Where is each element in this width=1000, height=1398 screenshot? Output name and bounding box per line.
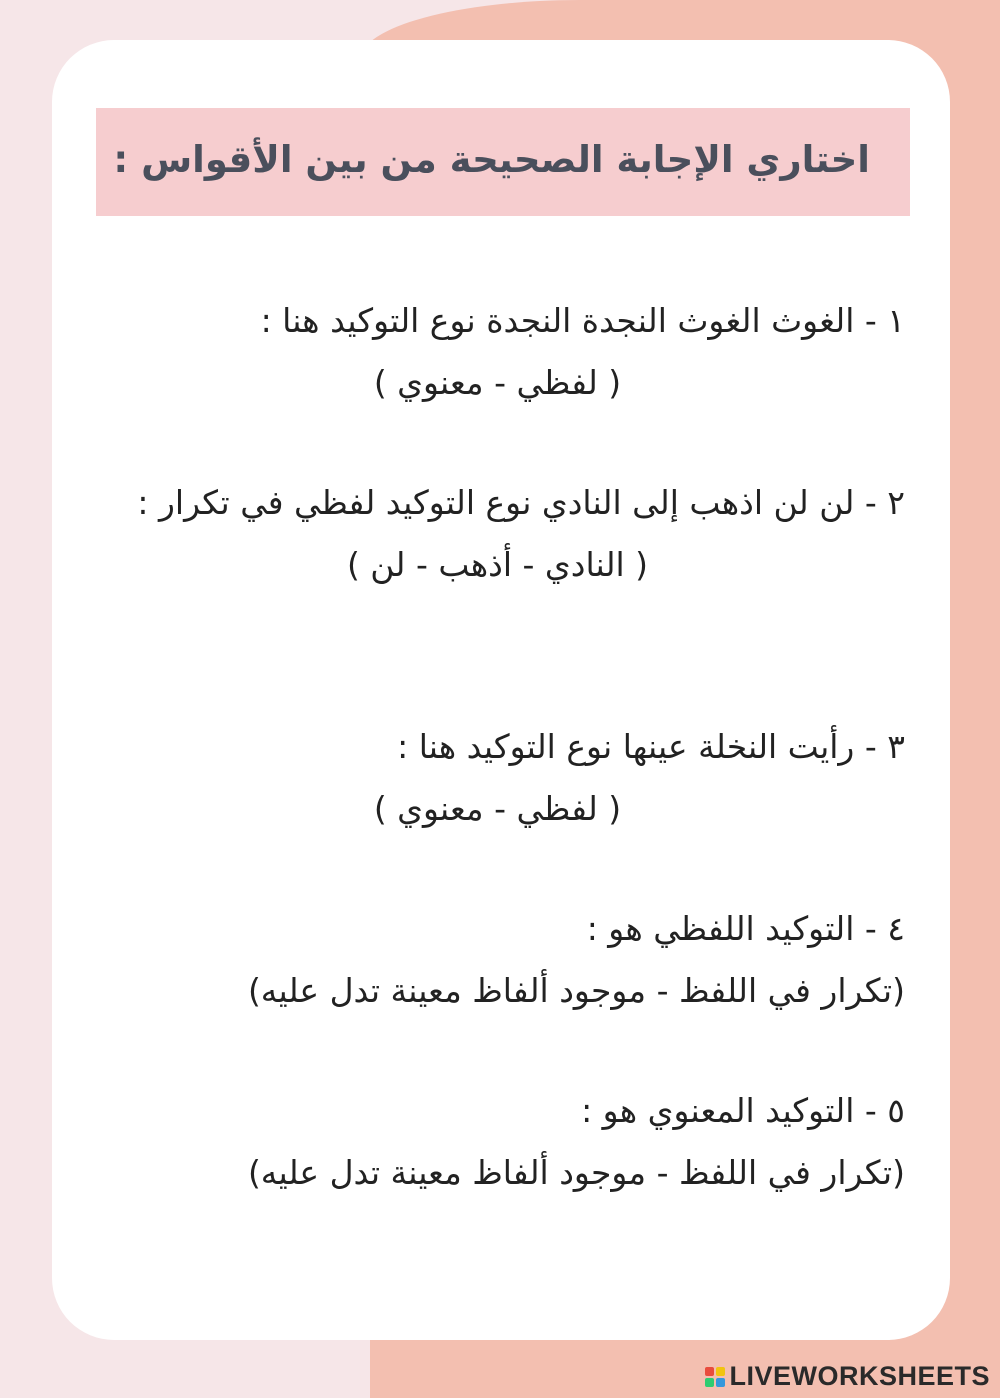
logo-square-blue	[716, 1378, 725, 1387]
page-title: اختاري الإجابة الصحيحة من بين الأقواس :	[113, 138, 870, 181]
title-banner	[96, 108, 910, 216]
question-text: ٢ - لن لن اذهب إلى النادي نوع التوكيد لفظي في تكرار :	[137, 483, 905, 522]
question-options[interactable]: (تكرار في اللفظ - موجود ألفاظ معينة تدل عليه)	[247, 1153, 905, 1192]
question-text: ١ - الغوث الغوث النجدة النجدة نوع التوكيد هنا :	[260, 301, 905, 340]
question-options[interactable]: (تكرار في اللفظ - موجود ألفاظ معينة تدل عليه)	[247, 971, 905, 1010]
question-text: ٣ - رأيت النخلة عينها نوع التوكيد هنا :	[397, 727, 905, 766]
question-5	[90, 1080, 905, 1204]
question-options[interactable]: ( النادي - أذهب - لن )	[346, 545, 649, 584]
logo-square-red	[705, 1367, 714, 1376]
liveworksheets-logo[interactable]	[705, 1361, 990, 1392]
question-4	[90, 898, 905, 1022]
question-text: ٤ - التوكيد اللفظي هو :	[586, 909, 905, 948]
logo-square-yellow	[716, 1367, 725, 1376]
question-text: ٥ - التوكيد المعنوي هو :	[581, 1091, 905, 1130]
question-1	[90, 290, 905, 414]
brand-name: LIVEWORKSHEETS	[729, 1361, 990, 1391]
question-3	[90, 716, 905, 840]
brand-grid-icon	[705, 1367, 725, 1387]
question-2	[90, 472, 905, 596]
logo-square-green	[705, 1378, 714, 1387]
question-options[interactable]: ( لفظي - معنوي )	[373, 363, 622, 402]
question-options[interactable]: ( لفظي - معنوي )	[373, 789, 622, 828]
